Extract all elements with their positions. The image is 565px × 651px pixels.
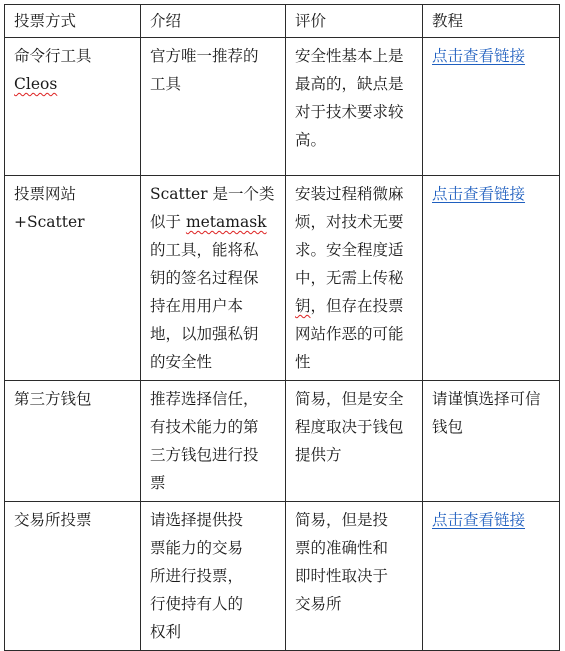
intro-cell <box>141 381 286 502</box>
review-line: 最高的，缺点是 <box>295 75 404 93</box>
method-line: Cleos <box>14 75 58 93</box>
review-line: 对于技术要求较 <box>295 103 404 121</box>
review-cell <box>286 38 423 176</box>
method-cell <box>5 381 141 502</box>
intro-line: 票 <box>150 474 166 492</box>
review-line: 网站作恶的可能 <box>295 325 404 343</box>
table-row <box>5 38 560 176</box>
review-line: 安装过程稍微麻 <box>295 185 404 203</box>
review-line: 简易，但是安全 <box>295 390 404 408</box>
review-term: 钥 <box>295 297 311 315</box>
intro-line: 的工具，能将私 <box>150 241 259 259</box>
intro-cell <box>141 176 286 381</box>
tutorial-text-line: 钱包 <box>432 418 464 436</box>
review-line: 烦，对技术无要 <box>295 213 404 231</box>
review-line: 简易，但是投 <box>295 511 389 529</box>
table-header-row <box>5 5 560 38</box>
header-tutorial: 教程 <box>423 5 560 38</box>
review-line: 提供方 <box>295 446 342 464</box>
review-line: 高。 <box>295 131 327 149</box>
intro-line: 请选择提供投 <box>150 511 244 529</box>
review-line-wrapper <box>295 292 413 320</box>
table-row <box>5 176 560 381</box>
header-evaluation: 评价 <box>286 5 423 38</box>
review-line: 程度取决于钱包 <box>295 418 404 436</box>
method-line: 第三方钱包 <box>14 390 92 408</box>
review-cell <box>286 381 423 502</box>
intro-line: 持在用用户本 <box>150 297 244 315</box>
review-line: ，但存在投票 <box>310 297 404 315</box>
tutorial-cell <box>423 502 560 651</box>
method-line: 交易所投票 <box>14 511 92 529</box>
intro-line: 所进行投票， <box>150 567 244 585</box>
intro-line: 票能力的交易 <box>150 539 244 557</box>
intro-line-wrapper <box>150 208 276 236</box>
review-line: 求。安全程度适 <box>295 241 404 259</box>
intro-cell <box>141 38 286 176</box>
tutorial-cell <box>423 381 560 502</box>
review-cell <box>286 176 423 381</box>
intro-line: 的安全性 <box>150 353 213 371</box>
intro-term: metamask <box>185 213 267 231</box>
tutorial-link[interactable]: 点击查看链接 <box>432 511 526 529</box>
intro-line: 权利 <box>150 623 182 641</box>
intro-line: 有技术能力的第 <box>150 418 259 436</box>
intro-line: 官方唯一推荐的 <box>150 47 259 65</box>
method-line: 命令行工具 <box>14 47 92 65</box>
table-row <box>5 502 560 651</box>
method-cell <box>5 502 141 651</box>
review-line: 交易所 <box>295 595 342 613</box>
review-line: 票的准确性和 <box>295 539 389 557</box>
review-cell <box>286 502 423 651</box>
review-line: 中，无需上传秘 <box>295 269 404 287</box>
method-line: 投票网站 <box>14 185 77 203</box>
method-cell <box>5 38 141 176</box>
intro-line: 推荐选择信任， <box>150 390 259 408</box>
table-row <box>5 381 560 502</box>
header-introduction: 介绍 <box>141 5 286 38</box>
tutorial-cell <box>423 38 560 176</box>
method-line: +Scatter <box>14 213 85 231</box>
review-line: 性 <box>295 353 311 371</box>
intro-line: 工具 <box>150 75 182 93</box>
intro-line: Scatter 是一个类 <box>150 185 275 203</box>
tutorial-link[interactable]: 点击查看链接 <box>432 185 526 203</box>
tutorial-cell <box>423 176 560 381</box>
tutorial-text-line: 请谨慎选择可信 <box>432 390 541 408</box>
tutorial-link[interactable]: 点击查看链接 <box>432 47 526 65</box>
intro-line: 三方钱包进行投 <box>150 446 259 464</box>
review-line: 安全性基本上是 <box>295 47 404 65</box>
intro-line: 钥的签名过程保 <box>150 269 259 287</box>
method-line-wrapper <box>14 70 131 98</box>
header-voting-method: 投票方式 <box>5 5 141 38</box>
intro-line: 地，以加强私钥 <box>150 325 259 343</box>
intro-line: 行使持有人的 <box>150 595 244 613</box>
review-line: 即时性取决于 <box>295 567 389 585</box>
intro-line: 似于 <box>150 213 186 231</box>
method-cell <box>5 176 141 381</box>
voting-methods-table <box>4 4 560 651</box>
intro-cell <box>141 502 286 651</box>
